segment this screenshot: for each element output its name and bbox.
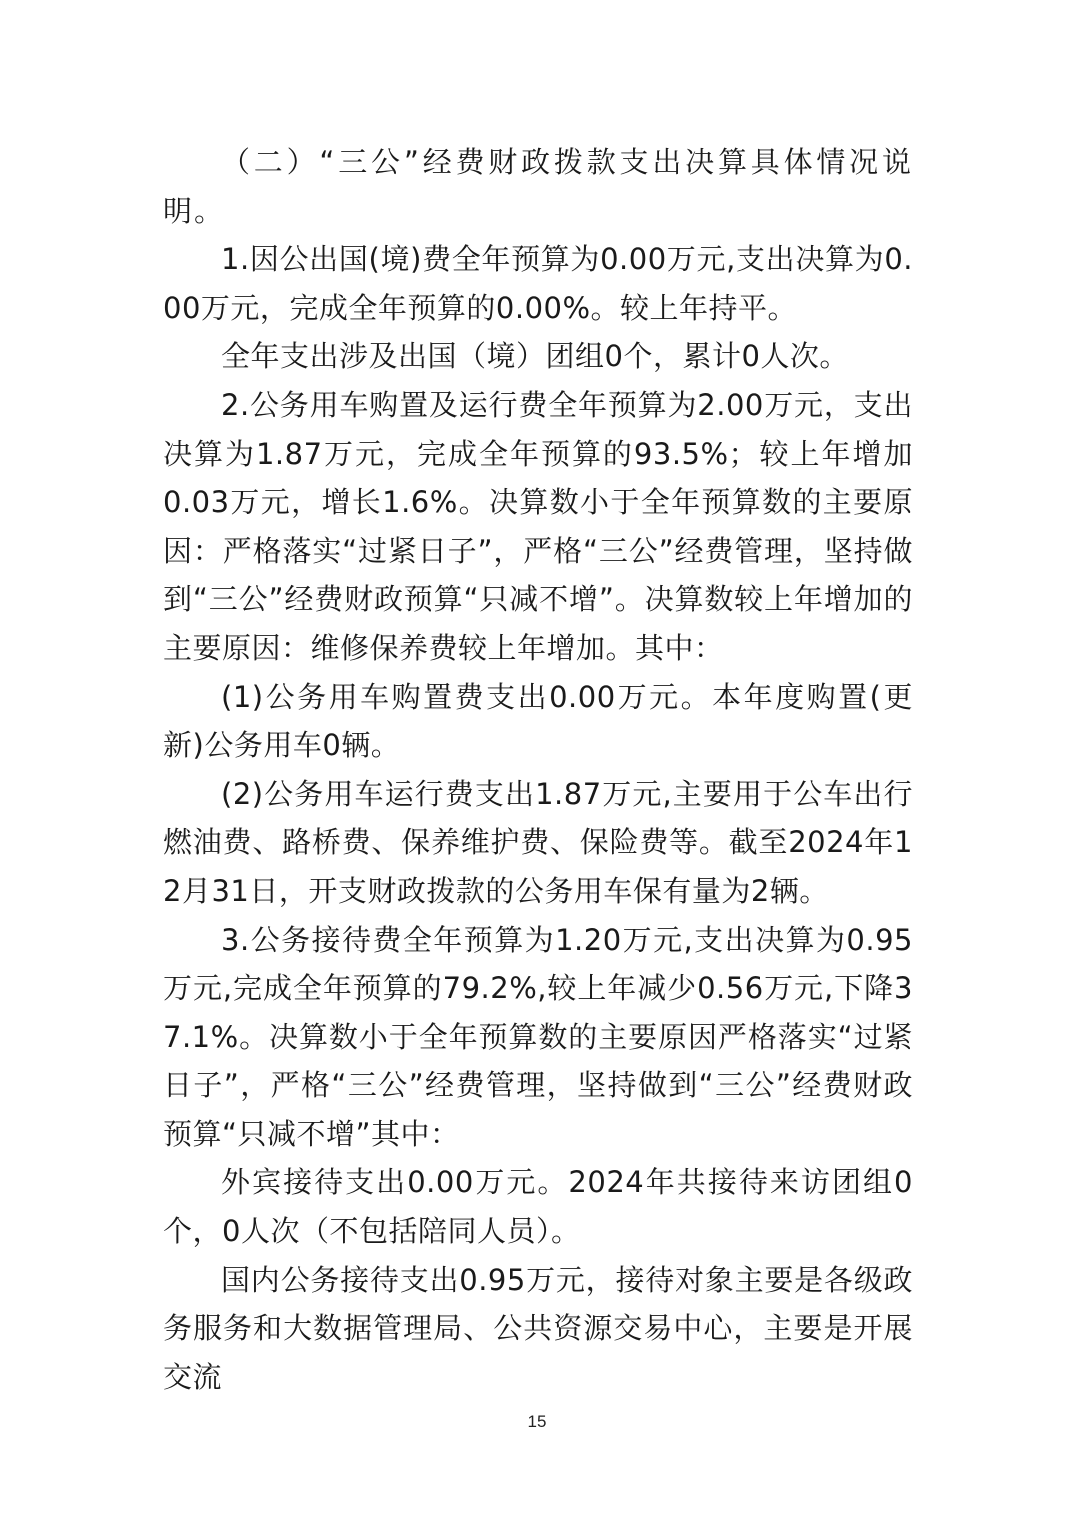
paragraph-foreign-reception: 外宾接待支出0.00万元。2024年共接待来访团组0个，0人次（不包括陪同人员）。 [163, 1165, 913, 1249]
paragraph-official-reception: 3.公务接待费全年预算为1.20万元,支出决算为0.95万元,完成全年预算的79.2%,较上年减少0.56万元,下降37.1%。决算数小于全年预算数的主要原因严格落实“过紧日子”，严格“三公”经费管理，坚持做到“三公”经费财政预算“只减不增”其中： [163, 922, 913, 1151]
paragraph-overseas-travel: 1.因公出国(境)费全年预算为0.00万元,支出决算为0.00万元，完成全年预算的0.00%。较上年持平。 [163, 242, 913, 325]
paragraph-official-vehicles: 2.公务用车购置及运行费全年预算为2.00万元，支出决算为1.87万元，完成全年预算的93.5%；较上年增加0.03万元，增长1.6%。决算数小于全年预算数的主要原因：严格落实“过紧日子”，严格“三公”经费管理，坚持做到“三公”经费财政预算“只减不增”。决算数较上年增加的主要原因：维修保养费较上年增加。其中： [163, 387, 913, 665]
document-body [163, 138, 913, 1401]
paragraph-domestic-reception: 国内公务接待支出0.95万元，接待对象主要是各级政务服务和大数据管理局、公共资源交易中心，主要是开展交流 [163, 1262, 913, 1394]
paragraph-overseas-groups: 全年支出涉及出国（境）团组0个，累计0人次。 [221, 339, 849, 374]
page-number: 15 [527, 1412, 547, 1431]
paragraph-vehicle-operation: (2)公务用车运行费支出1.87万元,主要用于公车出行燃油费、路桥费、保养维护费、保险费等。截至2024年12月31日，开支财政拨款的公务用车保有量为2辆。 [163, 776, 913, 908]
paragraph-vehicle-purchase: (1)公务用车购置费支出0.00万元。本年度购置(更新)公务用车0辆。 [163, 679, 913, 763]
section-heading: （二）“三公”经费财政拨款支出决算具体情况说明。 [163, 145, 913, 228]
